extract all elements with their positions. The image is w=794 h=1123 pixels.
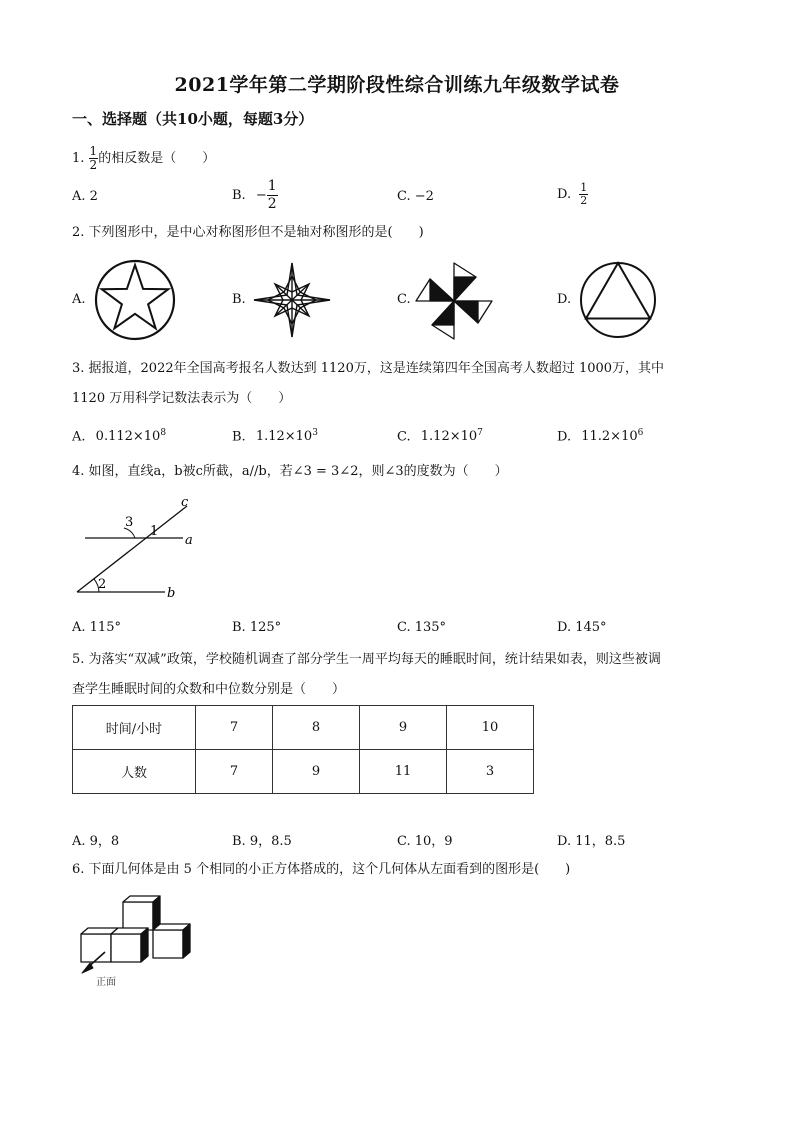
table-cell: 8 [273, 706, 360, 750]
table-row [73, 706, 534, 750]
label-b: b [167, 586, 176, 601]
table-cell: 9 [360, 706, 447, 750]
option-c [397, 428, 483, 444]
option-label: B. [232, 429, 246, 445]
fraction-denominator: 2 [580, 194, 588, 207]
option-b [232, 178, 278, 213]
pinwheel-figure [414, 261, 494, 341]
option-d: D. 145° [557, 620, 607, 635]
exponent: 7 [477, 428, 483, 438]
angle-2-label: 2 [98, 577, 107, 592]
question-3-line-2: 1120 万用科学记数法表示为（ ） [72, 391, 292, 406]
option-c-label: C. [397, 292, 411, 307]
exponent: 3 [312, 428, 318, 438]
fraction-denominator: 2 [89, 158, 98, 172]
table-cell: 时间/小时 [73, 706, 196, 750]
minus-sign: − [255, 188, 267, 203]
parallel-lines-figure [72, 494, 192, 604]
option-c: C. −2 [397, 189, 434, 204]
option-d [557, 428, 643, 444]
circle-triangle-figure [579, 259, 657, 341]
question-1 [72, 145, 215, 172]
option-c: C. 135° [397, 620, 447, 635]
option-d: D. 11，8.5 [557, 834, 626, 849]
fraction [579, 182, 588, 207]
question-text: 的相反数是（ ） [98, 151, 216, 166]
option-label: A. [72, 429, 86, 445]
question-number: 1. [72, 151, 85, 166]
angle-3-label: 3 [125, 515, 134, 530]
question-2: 2. 下列图形中，是中心对称图形但不是轴对称图形的是( ) [72, 225, 424, 240]
table-cell: 人数 [73, 750, 196, 794]
option-a-label: A. [72, 292, 86, 307]
option-a: A. 2 [72, 189, 98, 204]
option-b-label: B. [232, 292, 246, 307]
table-cell: 7 [196, 706, 273, 750]
option-value: 11.2×10 [581, 429, 638, 445]
option-b: B. 125° [232, 620, 282, 635]
table-cell: 11 [360, 750, 447, 794]
label-c: c [181, 495, 189, 510]
label-a: a [185, 533, 193, 548]
table-cell: 3 [447, 750, 534, 794]
option-d-label: D. [557, 292, 572, 307]
question-6: 6. 下面几何体是由 5 个相同的小正方体搭成的，这个几何体从左面看到的图形是( ) [72, 862, 571, 877]
question-3-line-1: 3. 据报道，2022年全国高考报名人数达到 1120万，这是连续第四年全国高考人数超过 1000万，其中 [72, 361, 665, 376]
exponent: 6 [637, 428, 644, 438]
option-label: D. [557, 187, 572, 202]
fraction-denominator: 2 [267, 196, 277, 212]
option-d [557, 182, 588, 207]
question-5-line-1: 5. 为落实“双减”政策，学校随机调查了部分学生一周平均每天的睡眠时间，统计结果如表，则这些被调 [72, 652, 661, 667]
fraction-numerator: 1 [267, 178, 277, 194]
fraction-numerator: 1 [89, 144, 98, 158]
table-cell: 9 [273, 750, 360, 794]
compass-star-figure [253, 262, 331, 338]
option-value: 1.12×10 [420, 429, 478, 445]
page-title: 2021学年第二学期阶段性综合训练九年级数学试卷 [174, 74, 620, 96]
option-b [232, 428, 318, 444]
fraction-numerator: 1 [580, 181, 588, 194]
cube-stack-figure [72, 893, 202, 993]
option-b: B. 9，8.5 [232, 834, 292, 849]
angle-1-label: 1 [150, 524, 159, 539]
option-a: A. 115° [72, 620, 121, 635]
question-5-line-2: 查学生睡眠时间的众数和中位数分别是（ ） [72, 682, 346, 697]
fraction [267, 178, 278, 213]
option-value: 0.112×10 [95, 429, 161, 445]
option-a [72, 428, 166, 444]
option-label: C. [397, 429, 411, 445]
section-heading: 一、选择题（共10小题，每题3分） [72, 110, 314, 128]
option-label: D. [557, 429, 572, 445]
table-cell: 7 [196, 750, 273, 794]
front-label: 正面 [96, 977, 116, 988]
data-table [72, 705, 534, 794]
option-c: C. 10，9 [397, 834, 453, 849]
question-4: 4. 如图，直线a，b被c所截，a//b，若∠3 = 3∠2，则∠3的度数为（ ） [72, 464, 508, 479]
table-cell: 10 [447, 706, 534, 750]
exponent: 8 [160, 428, 167, 438]
option-label: B. [232, 188, 246, 203]
fraction [89, 145, 99, 172]
circle-star-figure [94, 259, 176, 341]
table-row [73, 750, 534, 794]
option-value: 1.12×10 [255, 429, 313, 445]
option-a: A. 9，8 [72, 834, 120, 849]
